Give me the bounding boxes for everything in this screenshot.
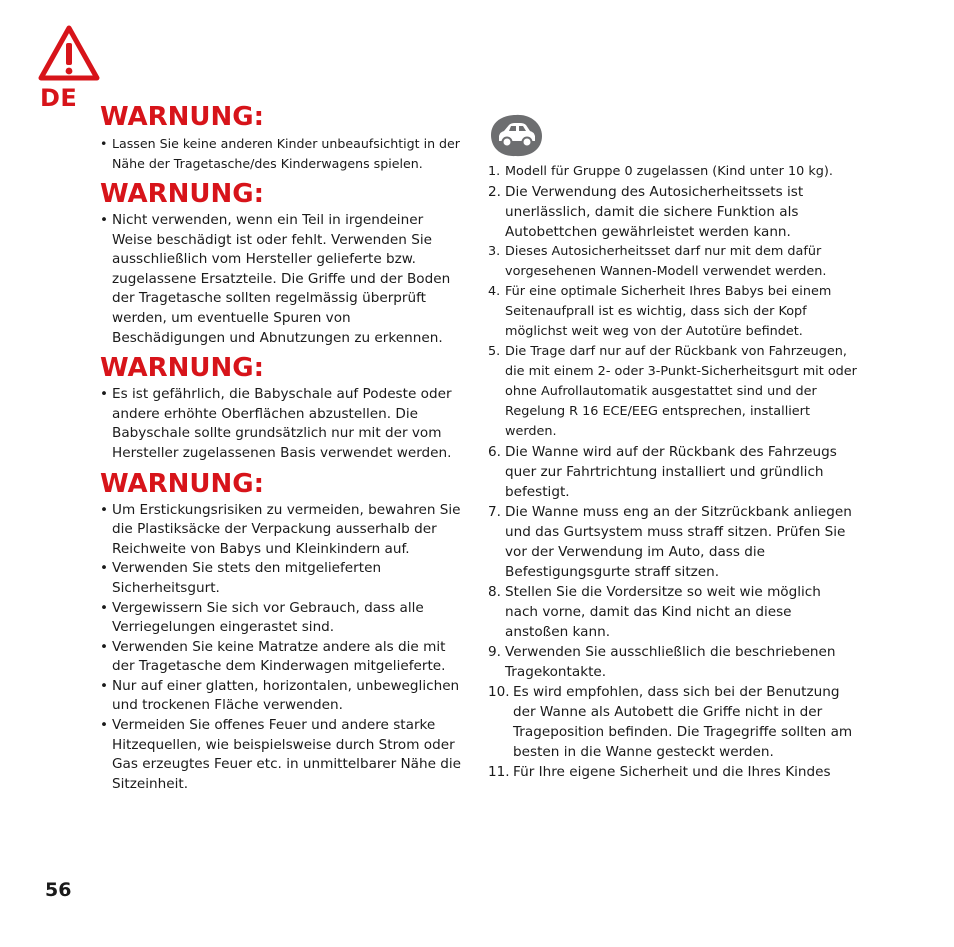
list-item	[488, 162, 858, 182]
list-item: • Vermeiden Sie offenes Feuer und andere starke Hitzequellen, wie beispielsweise durch Strom oder Gas erzeugtes Feuer etc. in unmittelbarer Nähe die Sitzeinheit.	[100, 716, 465, 794]
item-number: 3.	[488, 244, 501, 259]
item-text: Die Wanne muss eng an der Sitzrückbank anliegen und das Gurtsystem muss straff sitzen. Prüfen Sie vor der Verwendung im Auto, dass die Befestigungsgurte straff sitzen.	[505, 504, 852, 580]
list-item	[488, 442, 858, 502]
item-text: Modell für Gruppe 0 zugelassen (Kind unter 10 kg).	[505, 164, 833, 179]
warning-heading: WARNUNG:	[100, 468, 265, 499]
warning-list	[100, 501, 465, 795]
item-number: 4.	[488, 284, 501, 299]
item-number: 2.	[488, 184, 501, 200]
right-column	[488, 162, 858, 782]
item-number: 6.	[488, 444, 501, 460]
item-text: Verwenden Sie ausschließlich die beschriebenen Tragekontakte.	[505, 644, 836, 680]
item-text: Die Trage darf nur auf der Rückbank von Fahrzeugen, die mit einem 2- oder 3-Punkt-Sicherheitsgurt mit oder ohne Aufrollautomatik ausgestattet sind und der Regelung R 16 ECE/EEG entsprechen, installiert werden.	[505, 344, 857, 439]
item-text: Es wird empfohlen, dass sich bei der Benutzung der Wanne als Autobett die Griffe nicht in der Trageposition befinden. Die Tragegriffe sollten am besten in die Wanne gesteckt werden.	[513, 684, 853, 760]
page-number: 56	[45, 879, 72, 901]
list-item	[488, 242, 858, 282]
item-text: Für Ihre eigene Sicherheit und die Ihres Kindes	[513, 764, 831, 780]
language-code: DE	[40, 84, 78, 112]
item-text: Die Verwendung des Autosicherheitssets ist unerlässlich, damit die sichere Funktion als Autobettchen gewährleistet werden kann.	[505, 184, 804, 240]
warning-triangle-icon	[37, 24, 101, 82]
list-item: • Verwenden Sie stets den mitgelieferten Sicherheitsgurt.	[100, 559, 465, 598]
item-text: Stellen Sie die Vordersitze so weit wie möglich nach vorne, damit das Kind nicht an diese anstoßen kann.	[505, 584, 821, 640]
warning-list	[100, 211, 465, 348]
item-number: 8.	[488, 584, 501, 600]
warning-section	[100, 351, 465, 463]
list-item	[488, 502, 858, 582]
warning-list	[100, 385, 465, 463]
item-number: 5.	[488, 344, 501, 359]
warning-heading: WARNUNG:	[100, 102, 265, 132]
list-item	[488, 642, 858, 682]
item-text: Für eine optimale Sicherheit Ihres Babys bei einem Seitenaufprall ist es wichtig, dass sich der Kopf möglichst weit weg von der Autotüre befindet.	[505, 284, 832, 339]
item-number: 10.	[488, 684, 510, 700]
item-number: 1.	[488, 164, 501, 179]
list-item: • Verwenden Sie keine Matratze andere als die mit der Tragetasche dem Kinderwagen mitgelieferte.	[100, 638, 465, 677]
warning-section	[100, 177, 465, 348]
list-item	[488, 582, 858, 642]
item-number: 7.	[488, 504, 501, 520]
list-item	[488, 342, 858, 442]
list-item	[488, 762, 858, 782]
list-item: • Es ist gefährlich, die Babyschale auf Podeste oder andere erhöhte Oberflächen abzustellen. Die Babyschale sollte grundsätzlich nur mit der vom Hersteller zugelassenen Basis verwendet werden.	[100, 385, 465, 463]
list-item: • Lassen Sie keine anderen Kinder unbeaufsichtigt in der Nähe der Tragetasche/des Kinderwagens spielen.	[100, 134, 465, 174]
list-item	[488, 682, 858, 762]
warning-heading: WARNUNG:	[100, 353, 265, 384]
list-item: • Nicht verwenden, wenn ein Teil in irgendeiner Weise beschädigt ist oder fehlt. Verwenden Sie ausschließlich vom Hersteller gelieferte bzw. zugelassene Ersatzteile. Die Griffe und der Boden der Tragetasche sollten regelmässig überprüft werden, um eventuelle Spuren von Beschädigungen und Abnutzungen zu erkennen.	[100, 211, 465, 348]
warning-heading: WARNUNG:	[100, 179, 265, 209]
instruction-list	[488, 162, 858, 782]
list-item	[488, 282, 858, 342]
list-item	[488, 182, 858, 242]
car-seat-icon	[489, 112, 544, 159]
list-item: • Um Erstickungsrisiken zu vermeiden, bewahren Sie die Plastiksäcke der Verpackung ausserhalb der Reichweite von Babys und Kleinkindern auf.	[100, 501, 465, 560]
list-item: • Vergewissern Sie sich vor Gebrauch, dass alle Verriegelungen eingerastet sind.	[100, 599, 465, 638]
item-text: Die Wanne wird auf der Rückbank des Fahrzeugs quer zur Fahrtrichtung installiert und gründlich befestigt.	[505, 444, 837, 500]
left-column	[100, 100, 465, 794]
item-number: 11.	[488, 764, 510, 780]
warning-section	[100, 100, 465, 174]
warning-section	[100, 467, 465, 795]
list-item: • Nur auf einer glatten, horizontalen, unbeweglichen und trockenen Fläche verwenden.	[100, 677, 465, 716]
item-text: Dieses Autosicherheitsset darf nur mit dem dafür vorgesehenen Wannen-Modell verwendet werden.	[505, 244, 827, 279]
item-number: 9.	[488, 644, 501, 660]
warning-list	[100, 134, 465, 174]
